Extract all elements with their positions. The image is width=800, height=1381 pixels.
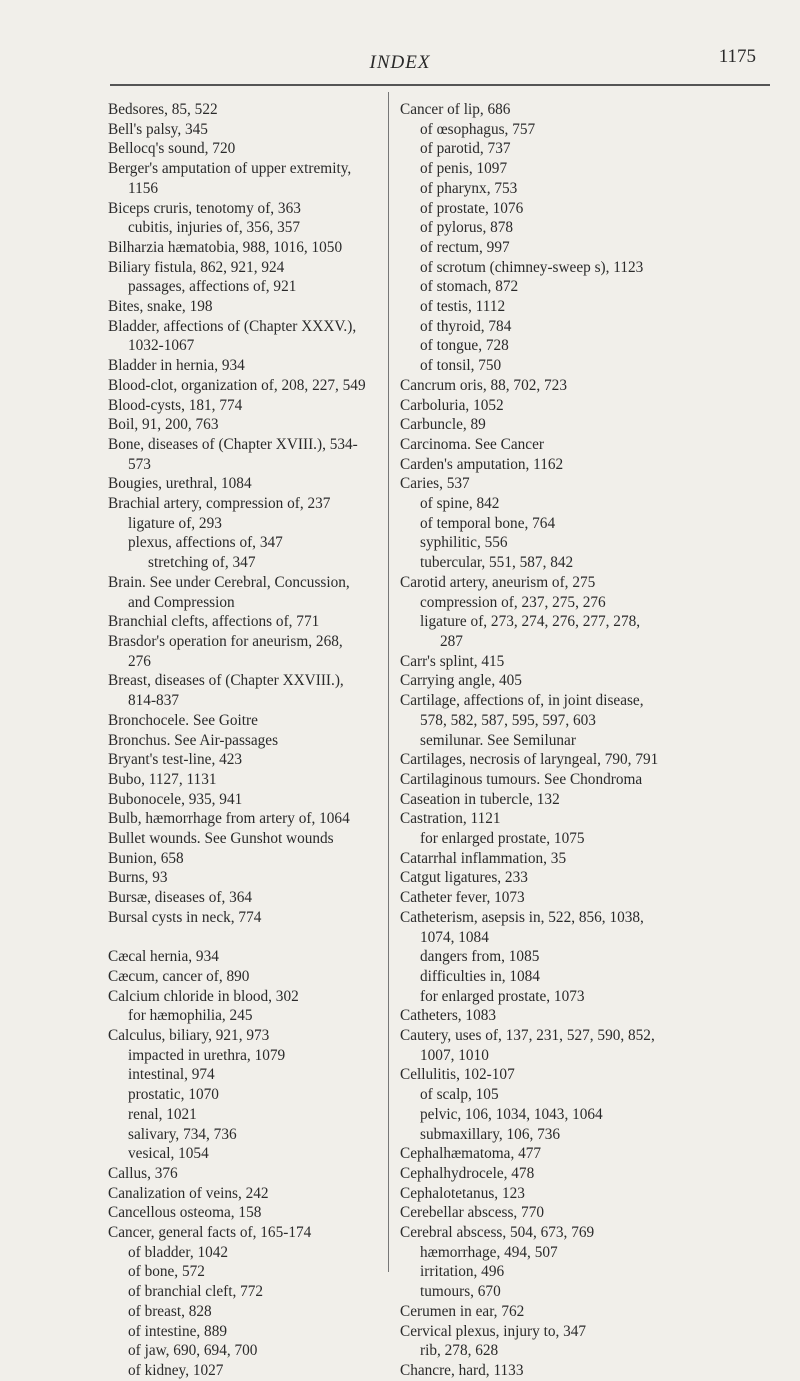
index-entry: Caseation in tubercle, 132 (400, 790, 560, 808)
index-entry: Carcinoma. See Cancer (400, 435, 544, 453)
index-entry: for enlarged prostate, 1075 (420, 830, 585, 848)
index-entry: of breast, 828 (128, 1302, 212, 1320)
index-entry: Blood-clot, organization of, 208, 227, 549 (108, 376, 366, 394)
index-entry: of stomach, 872 (420, 278, 519, 296)
index-entry: cubitis, injuries of, 356, 357 (128, 219, 301, 237)
index-entry: vesical, 1054 (128, 1145, 209, 1163)
index-entry: of tongue, 728 (420, 337, 509, 355)
index-entry: of spine, 842 (420, 495, 500, 513)
index-entry: tumours, 670 (420, 1283, 501, 1301)
index-entry: of pharynx, 753 (420, 179, 518, 197)
index-entry: Bougies, urethral, 1084 (108, 475, 252, 493)
index-entry: Cerumen in ear, 762 (400, 1302, 525, 1320)
index-entry: of penis, 1097 (420, 160, 508, 178)
index-entry: Catheterism, asepsis in, 522, 856, 1038, (400, 908, 644, 926)
page-number: 1175 (718, 46, 756, 67)
index-entry: of scalp, 105 (420, 1086, 499, 1104)
index-entry: of testis, 1112 (420, 298, 506, 316)
index-entry: Bronchus. See Air-passages (108, 731, 279, 749)
index-entry: Bronchocele. See Goitre (108, 711, 258, 729)
index-entry: Bryant's test-line, 423 (108, 751, 243, 769)
index-entry: Bell's palsy, 345 (108, 120, 208, 138)
index-entry: stretching of, 347 (148, 554, 256, 572)
index-entry: ligature of, 293 (128, 514, 222, 532)
index-entry: difficulties in, 1084 (420, 967, 540, 985)
index-entry: Carotid artery, aneurism of, 275 (400, 573, 596, 591)
index-entry: Blood-cysts, 181, 774 (108, 396, 243, 414)
index-entry: 1074, 1084 (420, 928, 489, 946)
index-entry: Carrying angle, 405 (400, 672, 522, 690)
index-entry: ligature of, 273, 274, 276, 277, 278, (420, 613, 641, 631)
index-entry: salivary, 734, 736 (128, 1125, 237, 1143)
index-entry: Catheters, 1083 (400, 1007, 497, 1025)
index-entry: Cancer, general facts of, 165-174 (108, 1224, 312, 1242)
index-entry: 578, 582, 587, 595, 597, 603 (420, 711, 596, 729)
index-entry: Bursal cysts in neck, 774 (108, 908, 262, 926)
index-entry: Brain. See under Cerebral, Concussion, (108, 573, 350, 591)
index-entry: tubercular, 551, 587, 842 (420, 554, 574, 572)
index-entry: of kidney, 1027 (128, 1361, 224, 1379)
index-entry: irritation, 496 (420, 1263, 505, 1281)
index-entry: of intestine, 889 (128, 1322, 227, 1340)
index-entry: Cautery, uses of, 137, 231, 527, 590, 852, (400, 1027, 655, 1045)
index-entry: Biliary fistula, 862, 921, 924 (108, 258, 285, 276)
index-entry: Bladder in hernia, 934 (108, 357, 245, 375)
index-entry: and Compression (128, 593, 235, 611)
index-entry: of bone, 572 (128, 1263, 205, 1281)
index-entry: semilunar. See Semilunar (420, 731, 576, 749)
index-entry: 573 (128, 455, 151, 473)
index-column-right (400, 100, 730, 1381)
index-entry: of pylorus, 878 (420, 219, 514, 237)
index-entry: pelvic, 106, 1034, 1043, 1064 (420, 1105, 603, 1123)
index-entry: Bubonocele, 935, 941 (108, 790, 243, 808)
index-entry: Cartilages, necrosis of laryngeal, 790, 791 (400, 751, 659, 769)
index-entry: Caries, 537 (400, 475, 470, 493)
index-entry: of thyroid, 784 (420, 317, 512, 335)
index-entry: Carr's splint, 415 (400, 652, 505, 670)
index-entry: Burns, 93 (108, 869, 168, 887)
index-entry: Brasdor's operation for aneurism, 268, (108, 632, 343, 650)
index-entry: renal, 1021 (128, 1105, 197, 1123)
index-entry: of temporal bone, 764 (420, 514, 556, 532)
index-entry: Breast, diseases of (Chapter XXVIII.), (108, 672, 344, 690)
index-entry: Bubo, 1127, 1131 (108, 770, 217, 788)
index-entry: of scrotum (chimney-sweep s), 1123 (420, 258, 644, 276)
index-entry: hæmorrhage, 494, 507 (420, 1243, 558, 1261)
index-entry: Bulb, hæmorrhage from artery of, 1064 (108, 810, 350, 828)
index-entry: rib, 278, 628 (420, 1342, 499, 1360)
index-entry: Catheter fever, 1073 (400, 889, 525, 907)
index-entry: Carbuncle, 89 (400, 416, 486, 434)
index-entry: dangers from, 1085 (420, 948, 540, 966)
index-entry: Bunion, 658 (108, 849, 184, 867)
index-entry: passages, affections of, 921 (128, 278, 297, 296)
index-entry: 1007, 1010 (420, 1046, 489, 1064)
index-entry: Bullet wounds. See Gunshot wounds (108, 830, 334, 848)
index-entry: Branchial clefts, affections of, 771 (108, 613, 320, 631)
index-entry: Cerebellar abscess, 770 (400, 1204, 544, 1222)
index-entry: Bone, diseases of (Chapter XVIII.), 534- (108, 435, 358, 453)
index-entry: of tonsil, 750 (420, 357, 502, 375)
index-entry: Cancrum oris, 88, 702, 723 (400, 376, 567, 394)
index-entry: Bladder, affections of (Chapter XXXV.), (108, 317, 357, 335)
index-entry: of prostate, 1076 (420, 199, 524, 217)
index-entry: of bladder, 1042 (128, 1243, 229, 1261)
column-divider (388, 92, 389, 1272)
index-entry: Cervical plexus, injury to, 347 (400, 1322, 587, 1340)
index-entry: of jaw, 690, 694, 700 (128, 1342, 258, 1360)
index-entry: Boil, 91, 200, 763 (108, 416, 219, 434)
index-entry: Cæcal hernia, 934 (108, 948, 219, 966)
index-entry: Bilharzia hæmatobia, 988, 1016, 1050 (108, 238, 343, 256)
index-entry: Bites, snake, 198 (108, 298, 213, 316)
index-entry: submaxillary, 106, 736 (420, 1125, 561, 1143)
index-entry: 287 (440, 632, 463, 650)
index-entry: Cerebral abscess, 504, 673, 769 (400, 1224, 595, 1242)
index-entry: 814-837 (128, 692, 179, 710)
index-entry: Berger's amputation of upper extremity, (108, 160, 352, 178)
index-entry: Cellulitis, 102-107 (400, 1066, 515, 1084)
index-entry: for enlarged prostate, 1073 (420, 987, 585, 1005)
index-entry: 1156 (128, 179, 159, 197)
index-entry: Brachial artery, compression of, 237 (108, 495, 331, 513)
index-entry: of œsophagus, 757 (420, 120, 536, 138)
running-head: INDEX (369, 52, 431, 73)
index-entry: Catarrhal inflammation, 35 (400, 849, 567, 867)
index-entry: plexus, affections of, 347 (128, 534, 283, 552)
index-entry: Calculus, biliary, 921, 973 (108, 1027, 270, 1045)
index-entry: syphilitic, 556 (420, 534, 508, 552)
index-entry: intestinal, 974 (128, 1066, 215, 1084)
index-entry: Cartilage, affections of, in joint disease, (400, 692, 644, 710)
index-entry: 276 (128, 652, 151, 670)
index-entry: for hæmophilia, 245 (128, 1007, 253, 1025)
index-entry: of rectum, 997 (420, 238, 510, 256)
index-entry: Castration, 1121 (400, 810, 501, 828)
index-entry: Canalization of veins, 242 (108, 1184, 269, 1202)
header-rule (110, 84, 770, 86)
index-entry: Bedsores, 85, 522 (108, 101, 218, 118)
index-entry: Carden's amputation, 1162 (400, 455, 564, 473)
index-entry: of branchial cleft, 772 (128, 1283, 264, 1301)
index-entry: Catgut ligatures, 233 (400, 869, 528, 887)
index-entry: Cephalhydrocele, 478 (400, 1164, 535, 1182)
index-entry: Bursæ, diseases of, 364 (108, 889, 253, 907)
index-entry: Callus, 376 (108, 1164, 178, 1182)
index-entry: Cartilaginous tumours. See Chondroma (400, 770, 643, 788)
index-entry: Chancre, hard, 1133 (400, 1362, 524, 1379)
index-entry: Cancellous osteoma, 158 (108, 1204, 262, 1222)
index-entry: Calcium chloride in blood, 302 (108, 987, 299, 1005)
index-entry: compression of, 237, 275, 276 (420, 593, 606, 611)
index-entry: impacted in urethra, 1079 (128, 1046, 286, 1064)
index-entry: Carboluria, 1052 (400, 396, 504, 414)
index-entry: Biceps cruris, tenotomy of, 363 (108, 199, 301, 217)
index-entry: Bellocq's sound, 720 (108, 140, 236, 158)
index-entry: Cephalhæmatoma, 477 (400, 1145, 542, 1163)
index-entry: prostatic, 1070 (128, 1086, 219, 1104)
index-entry: Cephalotetanus, 123 (400, 1184, 525, 1202)
index-entry: Cancer of lip, 686 (400, 101, 511, 118)
index-entry: Cæcum, cancer of, 890 (108, 967, 250, 985)
index-entry: of parotid, 737 (420, 140, 511, 158)
index-entry: 1032-1067 (128, 337, 195, 355)
